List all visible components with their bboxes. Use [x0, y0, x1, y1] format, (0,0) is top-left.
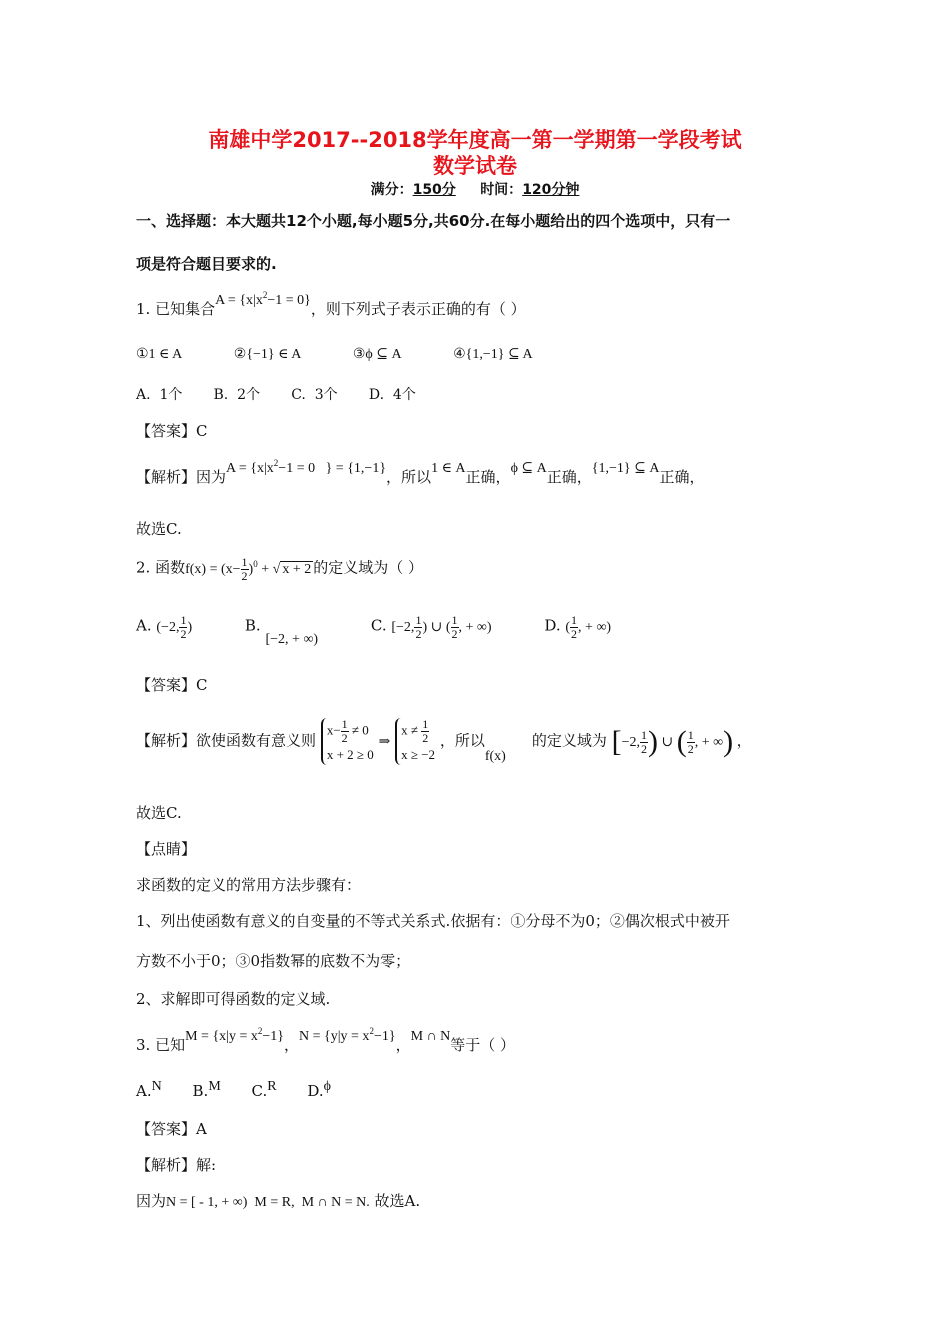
q2-stem: 2. 函数f(x) = (x− $\frac{1}{2}$ )$^0$ + √ x + 2 的定义域为（ ）	[136, 555, 423, 583]
q3-analysis-label: 【解析】解:	[136, 1156, 217, 1174]
q1-analysis: 【解析】因为$A = \{x|x^2-1 = 0$ } = {1,−1}，所以1 ∈ A正确，ϕ ⊆ A正确，{1,−1} ⊆ A正确，	[136, 458, 705, 486]
q2-note-1: 求函数的定义的常用方法步骤有：	[136, 876, 362, 894]
q2-option-b: [−2, + ∞)	[265, 631, 319, 647]
q1-statement-4: ④{1,−1} ⊆ A	[453, 347, 533, 362]
q2-note-3: 方数不小于0；③0指数幂的底数不为零；	[136, 952, 411, 970]
score-time-line: 满分：150分 时间：120分钟	[370, 182, 580, 198]
exam-subtitle: 数学试卷	[433, 154, 517, 178]
section-heading: 一、选择题：本大题共12个小题,每小题5分,共60分.在每小题给出的四个选项中，只有一	[136, 212, 731, 230]
q3-choices: A.N B.M C.R D.ϕ	[136, 1079, 332, 1100]
q2-system-1: x− $\frac{1}{2}$ ≠ 0 x + 2 ≥ 0	[321, 718, 374, 765]
q2-note-label: 【点睛】	[136, 840, 197, 858]
q1-statement-3: ③ϕ ⊆ A	[352, 347, 402, 362]
q2-option-d: ( $\frac{1}{2}$ , + ∞)	[565, 613, 612, 641]
q2-note-4: 2、求解即可得函数的定义域.	[136, 990, 331, 1008]
q3-answer: 【答案】A	[136, 1120, 207, 1138]
q3-stem: 3. 已知$M = \{x|y = x^2-1\}$，$N = \{y|y = x^2-1\}$，M ∩ N等于（ ）	[136, 1026, 516, 1054]
q1-stem: 1. 已知集合$A = \{x|x^2-1 = 0\}$，则下列式子表示正确的有（ ）	[136, 290, 526, 318]
q1-choices: A. 1个 B. 2个 C. 3个 D. 4个	[136, 387, 416, 403]
q2-choices: A. (−2, $\frac{1}{2}$ ) B. [−2, + ∞) C. [−2, $\frac{1}{2}$ ) ∪ ( $\frac{1}{2}$ , + ∞) D. ( $\frac{1}{2}$ , + ∞)	[136, 613, 612, 647]
q1-statements	[136, 346, 533, 363]
q2-domain: [−2, $\frac{1}{2}$ ) ∪ ( $\frac{1}{2}$ , + ∞)	[611, 725, 734, 759]
q3-analysis: 因为N = [ - 1, + ∞) M = R, M ∩ N = N. 故选A.	[136, 1192, 421, 1210]
q2-system-2: x ≠ $\frac{1}{2}$ x ≥ −2	[395, 718, 435, 765]
exam-title: 南雄中学2017--2018学年度高一第一学期第一学段考试	[208, 128, 742, 152]
q1-conclusion: 故选C.	[136, 520, 182, 538]
q2-conclusion: 故选C.	[136, 804, 182, 822]
time-value: 120分钟	[522, 182, 580, 198]
q2-analysis: 【解析】欲使函数有意义则 x− $\frac{1}{2}$ ≠ 0 x + 2 ≥ 0 ⇒ x ≠ $\frac{1}{2}$ x ≥ −2 ，所以f(x)的定义域为 [−2, $\frac{1}{2}$ ) ∪ ( $\frac{1}{2}$ , + ∞) ，	[136, 717, 752, 764]
score-value: 150分	[412, 182, 456, 198]
q2-option-a: (−2, $\frac{1}{2}$ )	[156, 613, 193, 641]
q2-answer: 【答案】C	[136, 676, 208, 694]
q1-statement-2: ②{−1} ∈ A	[233, 347, 302, 362]
q2-note-2: 1、列出使函数有意义的自变量的不等式关系式.依据有：①分母不为0；②偶次根式中被开	[136, 912, 730, 930]
q1-set-expr: $A = \{x|x^2-1 = 0\}$	[215, 290, 311, 308]
q1-answer: 【答案】C	[136, 422, 208, 440]
q1-statement-1: ①1 ∈ A	[136, 347, 183, 362]
q2-option-c: [−2, $\frac{1}{2}$ ) ∪ ( $\frac{1}{2}$ , + ∞)	[391, 613, 492, 641]
section-heading-cont: 项是符合题目要求的.	[136, 255, 277, 273]
